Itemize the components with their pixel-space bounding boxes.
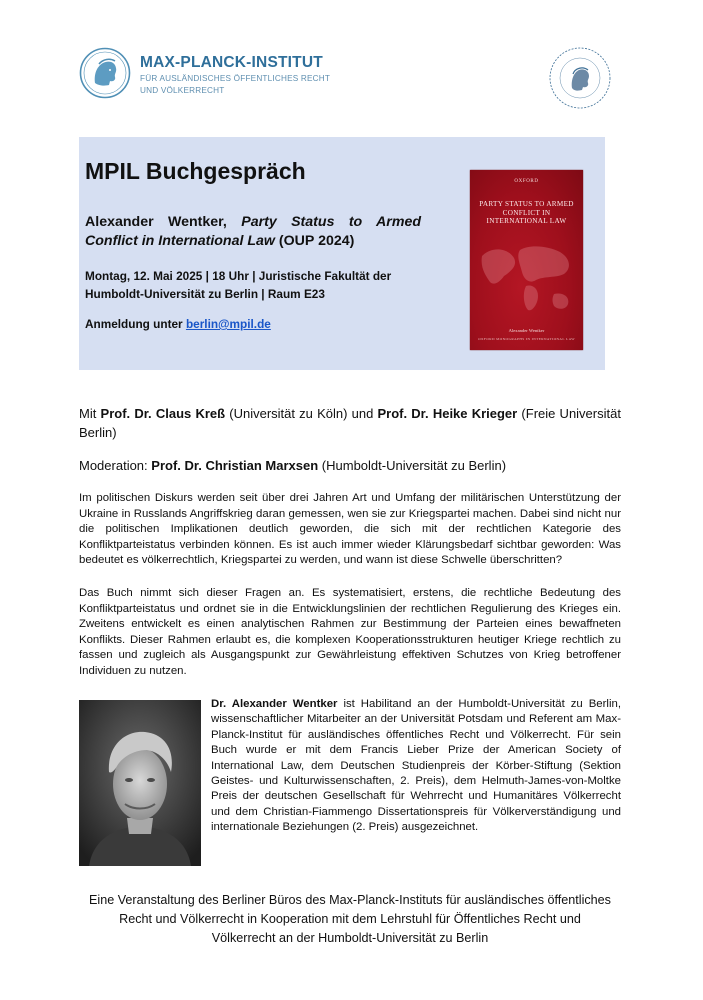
event-title: MPIL Buchgespräch bbox=[85, 158, 306, 184]
cover-title: PARTY STATUS TO ARMED CONFLICT IN INTERNATIONAL LAW bbox=[479, 200, 574, 226]
speaker-2-name: Prof. Dr. Heike Krieger bbox=[377, 406, 518, 421]
book-author: Alexander Wentker, bbox=[85, 214, 227, 230]
book-reference bbox=[85, 213, 421, 251]
event-date-time: Montag, 12. Mai 2025 | 18 Uhr | Juristische Fakultät der bbox=[85, 269, 392, 283]
speaker-1-name: Prof. Dr. Claus Kreß bbox=[100, 406, 226, 421]
institute-subtitle-line2: UND VÖLKERRECHT bbox=[140, 86, 225, 95]
organizer-line-3: Völkerrecht an der Humboldt-Universität zu Berlin bbox=[211, 931, 489, 945]
speakers-prefix: Mit bbox=[79, 406, 97, 421]
minerva-emblem-icon bbox=[79, 47, 131, 99]
event-location: Humboldt-Universität zu Berlin | Raum E23 bbox=[85, 287, 325, 301]
cover-publisher: OXFORD bbox=[514, 179, 539, 184]
cover-author: Alexander Wentker bbox=[508, 328, 545, 333]
cover-series: OXFORD MONOGRAPHS IN INTERNATIONAL LAW bbox=[478, 337, 575, 341]
author-portrait bbox=[79, 700, 201, 866]
book-summary-paragraph: Das Buch nimmt sich dieser Fragen an. Es systematisiert, erstens, die rechtliche Bedeutung des Konfliktparteistatus und ordnet sie in die Entwicklungslinien der rechtlichen Regulierung des Krieges ein. Zweitens entwickelt es einen analytischen Rahmen zur Bestimmung der Parteien eines bewaffneten Konflikts. Dieser Rahmen erlaubt es, die komplexen Kooperationsstrukturen heutiger Kriege rechtlich zu fassen und zugleich als Ausgangspunkt zur Gewährleistung effektiven Schutzes von Krieg betroffener Individuen zu nutzen. bbox=[79, 587, 621, 677]
intro-paragraph: Im politischen Diskurs werden seit über drei Jahren Art und Umfang der militärischen Unterstützung der Ukraine in Russlands Angriffskrieg daran gemessen, wen sie zur Kriegspartei machen. Dabei sind nicht nur die politischen Implikationen deutlich geworden, die sich mit der rechtlichen Kategorie des Konfliktparteistatus verbinden können. Es ist auch immer wieder Klärungsbedarf sichtbar geworden: Was bedeutet es völkerrechtlich, Kriegspartei zu werden, und wann ist diese Schwelle überschritten? bbox=[79, 492, 621, 567]
author-portrait-icon bbox=[79, 700, 201, 866]
organizer-line-2: Recht und Völkerrecht in Kooperation mit dem Lehrstuhl für Öffentliches Recht und bbox=[119, 912, 581, 926]
mpi-logo bbox=[79, 47, 379, 107]
moderator-affiliation: (Humboldt-Universität zu Berlin) bbox=[321, 458, 507, 473]
registration bbox=[85, 317, 271, 331]
institute-name: MAX-PLANCK-INSTITUT bbox=[140, 54, 323, 71]
humboldt-university-seal-icon bbox=[545, 43, 615, 113]
author-bio bbox=[211, 697, 621, 836]
organizer-line-1: Eine Veranstaltung des Berliner Büros des Max-Planck-Instituts für ausländisches öffentliches bbox=[89, 893, 611, 907]
speaker-1-affiliation: (Universität zu Köln) und bbox=[229, 406, 374, 421]
speaker-2-affiliation: (Freie Universität Berlin) bbox=[79, 406, 621, 440]
bio-text: ist Habilitand an der Humboldt-Universität zu Berlin, wissenschaftlicher Mitarbeiter an der Universität Potsdam und Referent am Max-Planck-Institut für ausländisches öffentliches Recht und Völkerrecht. Für sein Buch wurde er mit dem Francis Lieber Prize der American Society of International Law, dem Deutschen Studienpreis der Körber-Stiftung (Sektion Geistes- und Kulturwissenschaften, 2. Preis), dem Helmuth-James-von-Moltke Preis der deutschen Gesellschaft für Wehrrecht und Humanitäres Völkerrecht und dem Christian-Fiammengo Dissertationspreis für Völkerverständigung und internationale Beziehungen (2. Preis) ausgezeichnet. bbox=[211, 698, 621, 834]
book-publisher: (OUP 2024) bbox=[278, 233, 355, 249]
moderator-name: Prof. Dr. Christian Marxsen bbox=[151, 458, 319, 473]
book-title: Party Status to Armed Conflict in International Law bbox=[85, 214, 421, 249]
registration-email-link[interactable]: berlin@mpil.de bbox=[185, 317, 271, 331]
moderation-prefix: Moderation: bbox=[79, 458, 148, 473]
organizer-note bbox=[70, 891, 630, 948]
registration-label: Anmeldung unter bbox=[85, 317, 183, 331]
bio-name: Dr. Alexander Wentker bbox=[211, 698, 338, 710]
moderation-line bbox=[79, 456, 621, 475]
world-map-icon bbox=[474, 236, 579, 322]
institute-subtitle-line1: FÜR AUSLÄNDISCHES ÖFFENTLICHES RECHT bbox=[140, 74, 331, 83]
event-details bbox=[85, 267, 425, 303]
speakers-line bbox=[79, 404, 621, 442]
book-cover bbox=[470, 170, 583, 350]
event-banner bbox=[79, 137, 605, 370]
